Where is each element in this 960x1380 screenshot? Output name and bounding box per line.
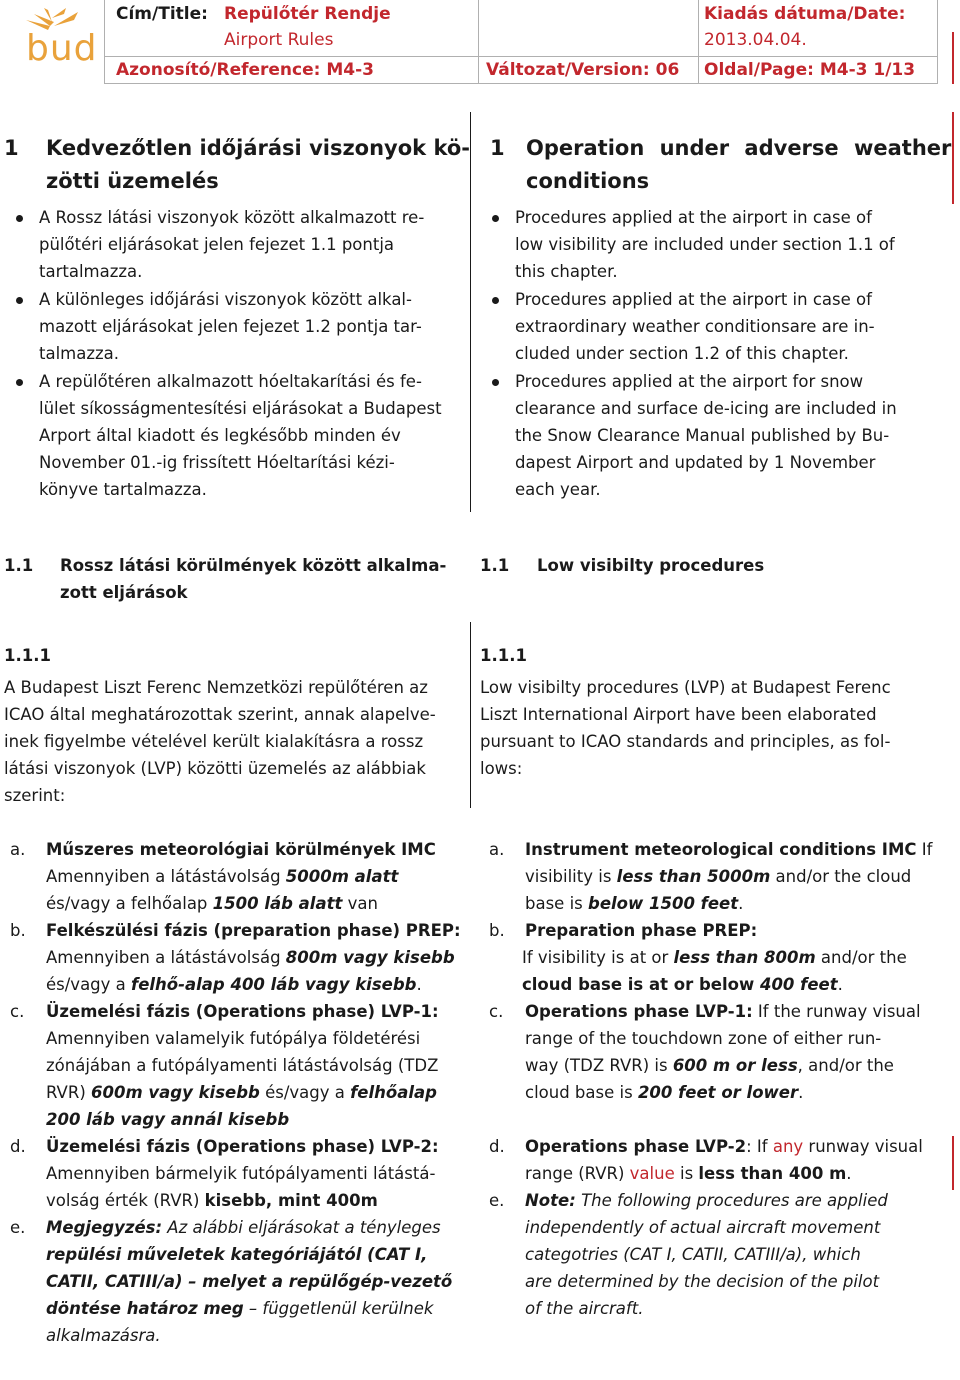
item-c-line5-hu: 200 láb vagy annál kisebb: [46, 1110, 290, 1129]
paragraph-hu-line: inek figyelmbe vételével került kialakításra a rossz: [4, 732, 424, 751]
version-label: Változat/Version: 06: [486, 60, 680, 80]
item-a-line3-en: base is below 1500 feet.: [525, 894, 744, 913]
date-label: Kiadás dátuma/Date:: [704, 4, 906, 24]
section-1-1-title-en: Low visibilty procedures: [537, 556, 765, 575]
paragraph-en-line: lows:: [480, 759, 523, 778]
item-b-title-hu: Felkészülési fázis (preparation phase) PREP:: [46, 921, 461, 940]
paragraph-hu-line: látási viszonyok (LVP) közötti üzemelés az alábbiak: [4, 759, 426, 778]
column-divider: [470, 112, 471, 512]
item-a-line2-hu: Amennyiben a látástávolság 5000m alatt: [46, 867, 399, 886]
item-a-label-hu: a.: [10, 840, 26, 859]
column-divider: [470, 622, 471, 808]
item-c-line2-hu: Amennyiben valamelyik futópálya földetérési: [46, 1029, 421, 1048]
item-d-label-en: d.: [489, 1137, 505, 1156]
paragraph-hu-line: szerint:: [4, 786, 66, 805]
section-1-1-number-en: 1.1: [480, 556, 510, 575]
revision-bar: [952, 1136, 954, 1190]
section-1-1-title-hu-l1: Rossz látási körülmények között alkalma-: [60, 556, 447, 575]
item-e-line5-hu: alkalmazásra.: [46, 1326, 161, 1345]
item-e-line3-hu: CATII, CATIII/a) – melyet a repülőgép-vezető: [46, 1272, 453, 1291]
item-c-line2-en: range of the touchdown zone of either run-: [525, 1029, 882, 1048]
item-c-title-en: Operations phase LVP-1: If the runway visual: [525, 1002, 921, 1021]
item-b-label-en: b.: [489, 921, 505, 940]
item-c-label-en: c.: [489, 1002, 504, 1021]
title-hu: Repülőtér Rendje: [224, 4, 391, 24]
section-1-1-number-hu: 1.1: [4, 556, 34, 575]
item-e-line5-en: of the aircraft.: [525, 1299, 644, 1318]
item-c-line4-en: cloud base is 200 feet or lower.: [525, 1083, 804, 1102]
revision-bar: [952, 32, 954, 84]
item-a-line2-en: visibility is less than 5000m and/or the cloud: [525, 867, 912, 886]
item-e-label-hu: e.: [10, 1218, 26, 1237]
item-b-line2-en: If visibility is at or less than 800m and/or the: [522, 948, 907, 967]
revision-bar: [952, 112, 954, 204]
paragraph-hu-line: ICAO által meghatározottak szerint, annak alapelve-: [4, 705, 436, 724]
item-b-line2-hu: Amennyiben a látástávolság 800m vagy kisebb: [46, 948, 455, 967]
item-e-line2-en: independently of actual aircraft movement: [525, 1218, 881, 1237]
paragraph-en-line: Low visibilty procedures (LVP) at Budapest Ferenc: [480, 678, 891, 697]
paragraph-en-line: pursuant to ICAO standards and principles, as fol-: [480, 732, 891, 751]
document-header: [0, 0, 960, 86]
item-a-title-en: Instrument meteorological conditions IMC If: [525, 840, 933, 859]
title-en: Airport Rules: [224, 30, 334, 50]
bud-logo-text: bud: [26, 28, 98, 69]
item-c-line3-hu: zónájában a futópályamenti látástávolság (TDZ: [46, 1056, 439, 1075]
paragraph-en-line: Liszt International Airport have been elaborated: [480, 705, 877, 724]
item-d-label-hu: d.: [10, 1137, 26, 1156]
item-c-title-hu: Üzemelési fázis (Operations phase) LVP-1:: [46, 1002, 439, 1021]
section-1-1-title-hu-l2: zott eljárások: [60, 583, 188, 602]
item-e-line4-hu: döntése határoz meg – függetlenül kerülnek: [46, 1299, 434, 1318]
item-a-line3-hu: és/vagy a felhőalap 1500 láb alatt van: [46, 894, 378, 913]
item-d-title-en: Operations phase LVP-2: If any runway visual: [525, 1137, 923, 1156]
item-c-line4-hu: RVR) 600m vagy kisebb és/vagy a felhőalap: [46, 1083, 437, 1102]
title-label: Cím/Title:: [116, 4, 208, 24]
item-d-line2-hu: Amennyiben bármelyik futópályamenti látástá-: [46, 1164, 436, 1183]
item-b-line3-en: cloud base is at or below 400 feet.: [522, 975, 843, 994]
item-c-line3-en: way (TDZ RVR) is 600 m or less, and/or the: [525, 1056, 894, 1075]
item-b-label-hu: b.: [10, 921, 26, 940]
item-b-line3-hu: és/vagy a felhő-alap 400 láb vagy kisebb.: [46, 975, 422, 994]
item-d-title-hu: Üzemelési fázis (Operations phase) LVP-2:: [46, 1137, 439, 1156]
page-label: Oldal/Page: M4-3 1/13: [704, 60, 916, 80]
item-e-line4-en: are determined by the decision of the pilot: [525, 1272, 880, 1291]
reference-label: Azonosító/Reference: M4-3: [116, 60, 374, 80]
section-1-1-1-hu: 1.1.1: [4, 646, 51, 665]
item-a-title-hu: Műszeres meteorológiai körülmények IMC: [46, 840, 436, 859]
item-e-line1-en: Note: The following procedures are applied: [525, 1191, 888, 1210]
item-e-line1-hu: Megjegyzés: Az alábbi eljárásokat a tényleges: [46, 1218, 441, 1237]
item-c-label-hu: c.: [10, 1002, 25, 1021]
item-e-line3-en: categotries (CAT I, CATII, CATIII/a), which: [525, 1245, 861, 1264]
header-divider: [104, 56, 938, 57]
item-b-title-en: Preparation phase PREP:: [525, 921, 758, 940]
date-value: 2013.04.04.: [704, 30, 807, 50]
item-a-label-en: a.: [489, 840, 505, 859]
section-1-1-1-en: 1.1.1: [480, 646, 527, 665]
paragraph-hu-line: A Budapest Liszt Ferenc Nemzetközi repülőtéren az: [4, 678, 428, 697]
item-e-line2-hu: repülési műveletek kategóriájától (CAT I,: [46, 1245, 428, 1264]
item-d-line2-en: range (RVR) value is less than 400 m.: [525, 1164, 852, 1183]
item-e-label-en: e.: [489, 1191, 505, 1210]
item-d-line3-hu: volság érték (RVR) kisebb, mint 400m: [46, 1191, 378, 1210]
